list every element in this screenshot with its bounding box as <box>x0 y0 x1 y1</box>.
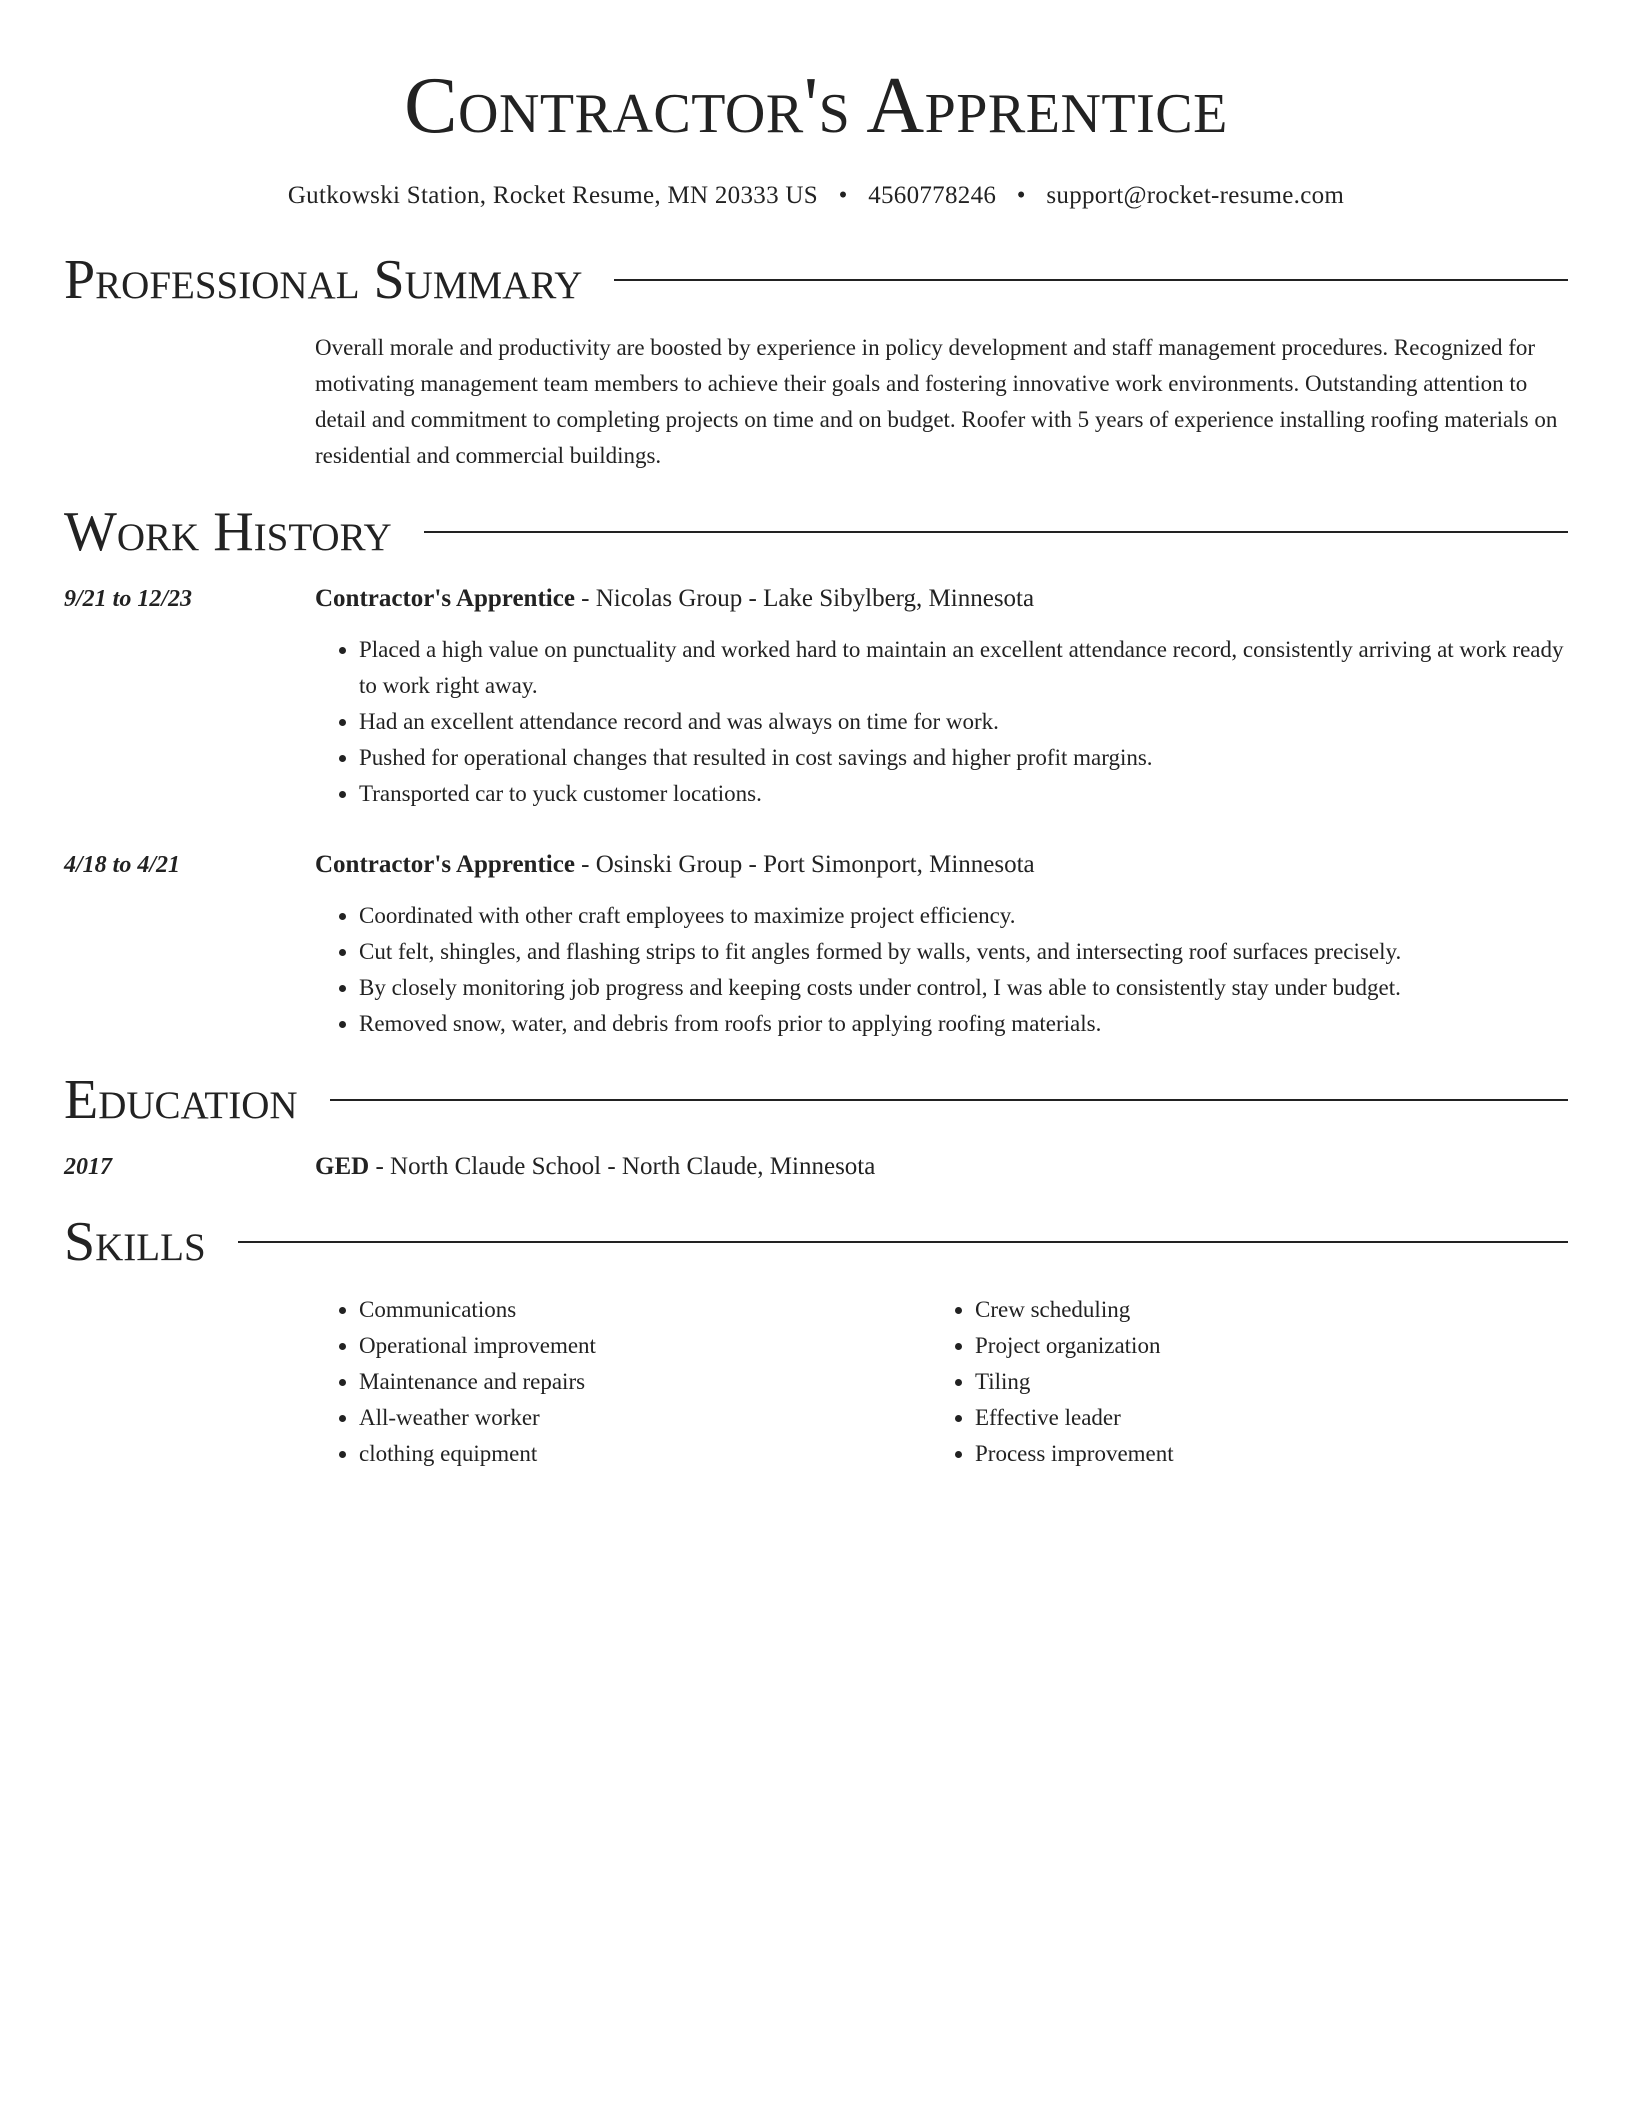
job-title-line <box>315 848 1568 882</box>
contact-separator: • <box>1016 182 1026 209</box>
skills-column-left <box>315 1292 931 1472</box>
work-heading: Work History <box>64 501 392 563</box>
job-bullets <box>315 632 1568 812</box>
list-item: • Had an excellent attendance record and was always on time for work. <box>359 704 1568 740</box>
list-item: • Coordinated with other craft employees to maximize project efficiency. <box>359 898 1568 934</box>
work-section-header <box>64 501 1568 563</box>
education-body <box>315 1150 1568 1184</box>
skill-item: • Process improvement <box>975 1436 1547 1472</box>
contact-line <box>64 182 1568 210</box>
skills-column-right <box>931 1292 1547 1472</box>
list-item: • Pushed for operational changes that resulted in cost savings and higher profit margins. <box>359 740 1568 776</box>
skill-item: • Effective leader <box>975 1400 1547 1436</box>
list-item: • Placed a high value on punctuality and worked hard to maintain an excellent attendance record, consistently arriving at work ready to work right away. <box>359 632 1568 704</box>
contact-address: Gutkowski Station, Rocket Resume, MN 20333 US <box>287 182 818 209</box>
candidate-name: Contractor's Apprentice <box>404 62 1228 150</box>
skill-item: • clothing equipment <box>359 1436 931 1472</box>
summary-text: Overall morale and productivity are boosted by experience in policy development and staff management procedures. Recognized for motivating management team members to achieve their goals and fostering innovative work environments. Outstanding attention to detail and commitment to completing projects on time and on budget. Roofer with 5 years of experience installing roofing materials on residential and commercial buildings. <box>315 335 1558 468</box>
job-role: Contractor's Apprentice <box>315 851 575 878</box>
education-year: 2017 <box>64 1154 112 1180</box>
education-line <box>315 1150 1568 1184</box>
skill-item: • Crew scheduling <box>975 1292 1547 1328</box>
education-entry <box>64 1150 1568 1184</box>
skill-item: • All-weather worker <box>359 1400 931 1436</box>
job-entry <box>64 848 1568 1042</box>
skill-item: • Tiling <box>975 1364 1547 1400</box>
contact-phone: 4560778246 <box>868 182 997 209</box>
contact-separator: • <box>838 182 848 209</box>
education-degree: GED <box>315 1153 370 1180</box>
job-role: Contractor's Apprentice <box>315 585 575 612</box>
education-heading: Education <box>64 1069 298 1131</box>
skill-item: • Maintenance and repairs <box>359 1364 931 1400</box>
job-details: - Osinski Group - Port Simonport, Minnesota <box>574 851 1035 878</box>
job-body <box>315 582 1568 812</box>
section-divider <box>330 1099 1568 1101</box>
job-bullets <box>315 898 1568 1042</box>
education-details: - North Claude School - North Claude, Minnesota <box>369 1153 876 1180</box>
skill-item: • Communications <box>359 1292 931 1328</box>
job-dates: 9/21 to 12/23 <box>64 586 193 612</box>
job-entry <box>64 582 1568 812</box>
job-title-line <box>315 582 1568 616</box>
list-item: • Cut felt, shingles, and flashing strips to fit angles formed by walls, vents, and intersecting roof surfaces precisely. <box>359 934 1568 970</box>
summary-section-header <box>64 249 1568 311</box>
skills-heading: Skills <box>64 1211 206 1273</box>
list-item: • Transported car to yuck customer locations. <box>359 776 1568 812</box>
job-details: - Nicolas Group - Lake Sibylberg, Minnesota <box>574 585 1035 612</box>
job-body <box>315 848 1568 1042</box>
list-item: • Removed snow, water, and debris from roofs prior to applying roofing materials. <box>359 1006 1568 1042</box>
skills-list <box>315 1292 1568 1472</box>
section-divider <box>238 1241 1568 1243</box>
skills-section-header <box>64 1211 1568 1273</box>
list-item: • By closely monitoring job progress and keeping costs under control, I was able to consistently stay under budget. <box>359 970 1568 1006</box>
summary-heading: Professional Summary <box>64 249 583 311</box>
skill-item: • Operational improvement <box>359 1328 931 1364</box>
skill-item: • Project organization <box>975 1328 1547 1364</box>
education-section-header <box>64 1069 1568 1131</box>
job-dates: 4/18 to 4/21 <box>64 852 181 878</box>
contact-email: support@rocket-resume.com <box>1046 182 1345 209</box>
section-divider <box>614 279 1568 281</box>
section-divider <box>424 531 1568 533</box>
